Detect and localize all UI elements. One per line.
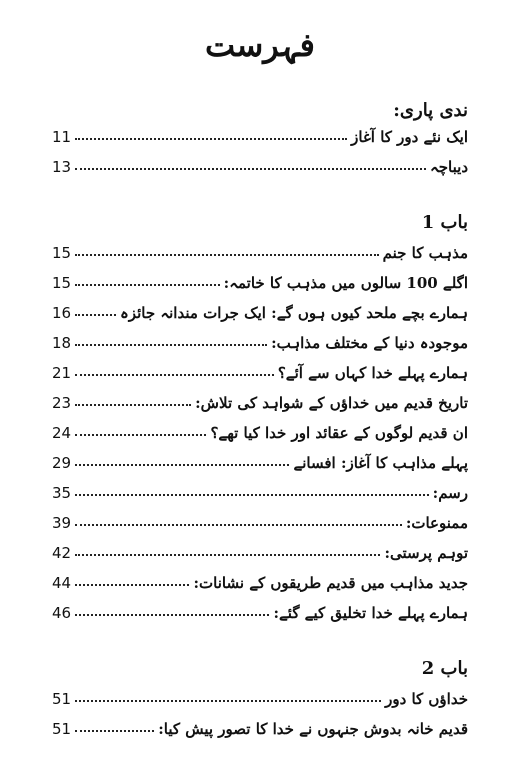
dot-leader xyxy=(75,168,426,170)
entry-label: پہلے مذاہب کا آغاز: افسانے xyxy=(293,454,468,472)
dot-leader xyxy=(75,584,189,586)
toc-entry[interactable] xyxy=(52,150,468,176)
entry-label: جدید مذاہب میں قدیم طریقوں کے نشانات: xyxy=(193,574,468,592)
page-title: فہرست xyxy=(205,26,315,64)
entry-label: مذہب کا جنم xyxy=(382,244,468,262)
entry-label: ہمارے پہلے خدا کہاں سے آئے؟ xyxy=(277,364,468,382)
entry-label: قدیم خانہ بدوش جنہوں نے خدا کا تصور پیش کیا: xyxy=(158,720,468,738)
entry-page-number: 11 xyxy=(52,128,72,146)
toc-entry[interactable] xyxy=(52,296,468,322)
entry-label: اگلے 100 سالوں میں مذہب کا خاتمہ: xyxy=(223,274,468,292)
entry-label: ان قدیم لوگوں کے عقائد اور خدا کیا تھے؟ xyxy=(210,424,468,442)
dot-leader xyxy=(75,404,191,406)
entry-page-number: 18 xyxy=(52,334,72,352)
section-heading: باب 2 xyxy=(421,658,468,679)
entry-page-number: 51 xyxy=(52,690,72,708)
entry-page-number: 39 xyxy=(52,514,72,532)
entry-page-number: 23 xyxy=(52,394,72,412)
entry-page-number: 21 xyxy=(52,364,72,382)
toc-entry[interactable] xyxy=(52,236,468,262)
entry-page-number: 46 xyxy=(52,604,72,622)
toc-entry[interactable] xyxy=(52,120,468,146)
entry-page-number: 29 xyxy=(52,454,72,472)
dot-leader xyxy=(75,314,116,316)
toc-entry[interactable] xyxy=(52,476,468,502)
toc-entry[interactable] xyxy=(52,596,468,622)
entry-page-number: 16 xyxy=(52,304,72,322)
entry-label: ممنوعات: xyxy=(405,514,468,532)
entry-label: خداؤں کا دور xyxy=(385,690,468,708)
dot-leader xyxy=(75,284,220,286)
entry-label: ایک نئے دور کا آغاز xyxy=(351,128,468,146)
entry-page-number: 51 xyxy=(52,720,72,738)
dot-leader xyxy=(75,374,274,376)
dot-leader xyxy=(75,254,379,256)
toc-entry[interactable] xyxy=(52,326,468,352)
entry-label: ہمارے بچے ملحد کیوں ہوں گے: ایک جرات مندانہ جائزہ xyxy=(120,304,468,322)
dot-leader xyxy=(75,524,402,526)
entry-page-number: 44 xyxy=(52,574,72,592)
entry-label: موجودہ دنیا کے مختلف مذاہب: xyxy=(271,334,468,352)
entry-label: توہم پرستی: xyxy=(384,544,468,562)
toc-entry[interactable] xyxy=(52,446,468,472)
toc-entry[interactable] xyxy=(52,506,468,532)
toc-entry[interactable] xyxy=(52,682,468,708)
entry-page-number: 42 xyxy=(52,544,72,562)
entry-label: ہمارے پہلے خدا تخلیق کیے گئے: xyxy=(273,604,468,622)
toc-entry[interactable] xyxy=(52,712,468,738)
entry-page-number: 15 xyxy=(52,244,72,262)
entry-page-number: 15 xyxy=(52,274,72,292)
toc-entry[interactable] xyxy=(52,566,468,592)
dot-leader xyxy=(75,730,154,732)
entry-page-number: 35 xyxy=(52,484,72,502)
toc-entry[interactable] xyxy=(52,416,468,442)
entry-page-number: 13 xyxy=(52,158,72,176)
section-heading: ندی پاری: xyxy=(393,100,468,121)
toc-entry[interactable] xyxy=(52,356,468,382)
toc-entry[interactable] xyxy=(52,266,468,292)
entry-page-number: 24 xyxy=(52,424,72,442)
dot-leader xyxy=(75,138,347,140)
dot-leader xyxy=(75,434,206,436)
section-heading: باب 1 xyxy=(421,212,468,233)
dot-leader xyxy=(75,700,381,702)
entry-label: رسم: xyxy=(432,484,468,502)
toc-entry[interactable] xyxy=(52,536,468,562)
toc-entry[interactable] xyxy=(52,386,468,412)
entry-label: تاریخ قدیم میں خداؤں کے شواہد کی تلاش: xyxy=(195,394,468,412)
dot-leader xyxy=(75,554,380,556)
dot-leader xyxy=(75,464,289,466)
dot-leader xyxy=(75,344,267,346)
dot-leader xyxy=(75,614,269,616)
dot-leader xyxy=(75,494,429,496)
entry-label: دیباچہ xyxy=(429,158,468,176)
